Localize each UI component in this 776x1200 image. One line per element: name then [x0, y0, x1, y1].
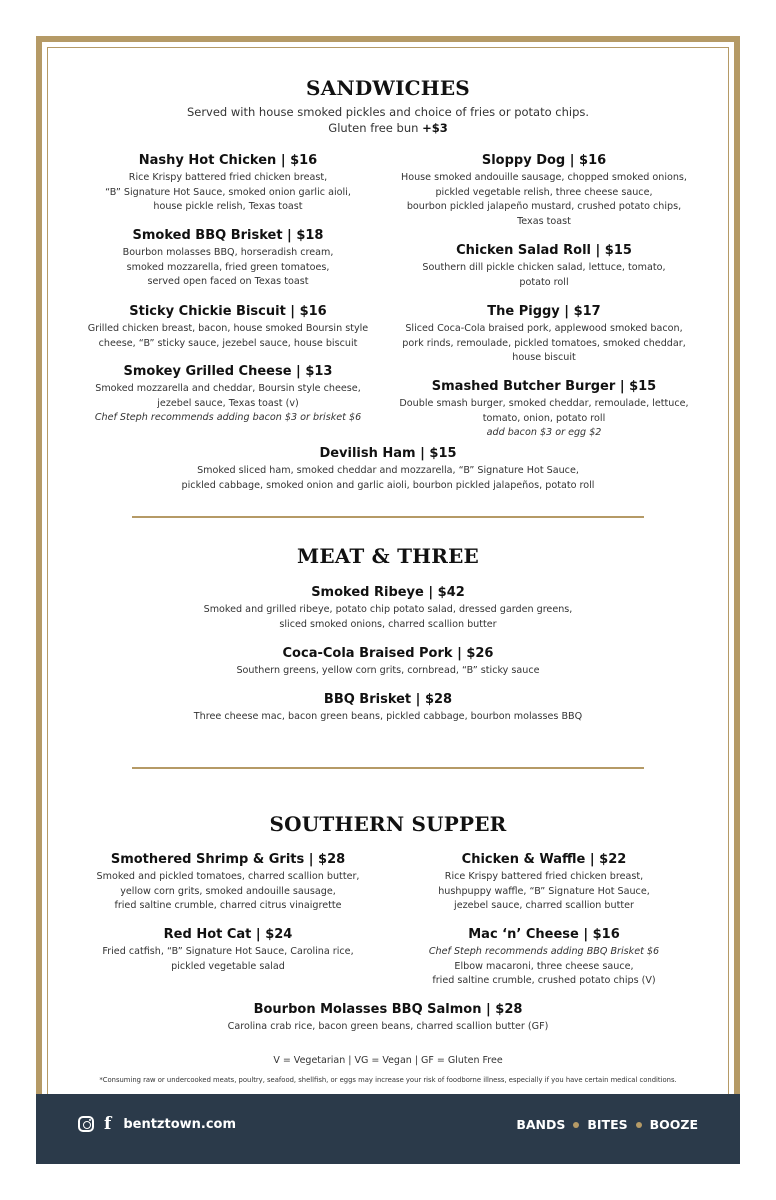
menu-item-nashy-hot-chicken: [72, 152, 384, 215]
sandwiches-subtitle-line1: Served with house smoked pickles and choice of fries or potato chips.: [186, 105, 590, 119]
food-safety-disclaimer: *Consuming raw or undercooked meats, poultry, seafood, shellfish, or eggs may increase your risk of foodborne illness, especially if you have certain medical conditions.: [99, 1076, 677, 1084]
menu-item-mac-n-cheese: [388, 926, 700, 989]
menu-item-bbq-brisket: [52, 691, 724, 725]
tagline-bites: BITES: [587, 1117, 628, 1132]
website-link[interactable]: bentztown.com: [123, 1116, 237, 1132]
menu-item-smoked-ribeye: [52, 584, 724, 632]
item-note: Chef Steph recommends adding BBQ Brisket $6: [428, 946, 660, 957]
tagline-dot: [636, 1122, 642, 1128]
item-name: Smoked BBQ Brisket | $18: [132, 228, 324, 243]
item-desc: Three cheese mac, bacon green beans, pickled cabbage, bourbon molasses BBQ: [193, 711, 583, 722]
item-name: Smothered Shrimp & Grits | $28: [110, 852, 346, 867]
section-divider: [132, 767, 644, 769]
menu-item-smashed-butcher-burger: [388, 378, 700, 441]
item-desc: Southern dill pickle chicken salad, lettuce, tomato, potato roll: [422, 262, 666, 288]
item-desc: Rice Krispy battered fried chicken breast, hushpuppy waffle, “B” Signature Hot Sauce, jezebel sauce, charred scallion butter: [438, 871, 650, 911]
southern-supper-title: SOUTHERN SUPPER: [269, 812, 507, 836]
item-name: Smashed Butcher Burger | $15: [431, 379, 657, 394]
menu-item-smokey-grilled-cheese: [72, 363, 384, 426]
item-name: Devilish Ham | $15: [319, 446, 457, 461]
menu-item-coca-cola-braised-pork: [52, 645, 724, 679]
sandwiches-subtitle: [52, 104, 724, 136]
item-name: Nashy Hot Chicken | $16: [138, 153, 318, 168]
menu-item-bourbon-molasses-bbq-salmon: [52, 1001, 724, 1035]
item-desc: Southern greens, yellow corn grits, cornbread, “B” sticky sauce: [236, 665, 540, 676]
item-note: Chef Steph recommends adding bacon $3 or brisket $6: [94, 412, 362, 423]
item-desc: Carolina crab rice, bacon green beans, charred scallion butter (GF): [227, 1021, 549, 1032]
sandwiches-subtitle-line2: Gluten free bun +$3: [328, 121, 448, 135]
item-name: Mac ‘n’ Cheese | $16: [468, 927, 620, 942]
instagram-icon[interactable]: [78, 1116, 94, 1132]
tagline-dot: [573, 1122, 579, 1128]
item-desc: Bourbon molasses BBQ, horseradish cream, smoked mozzarella, fried green tomatoes, served open faced on Texas toast: [122, 247, 334, 287]
item-name: Smokey Grilled Cheese | $13: [123, 364, 333, 379]
menu-item-chicken-waffle: [388, 851, 700, 914]
item-name: Red Hot Cat | $24: [163, 927, 293, 942]
item-desc: Double smash burger, smoked cheddar, remoulade, lettuce, tomato, onion, potato roll: [399, 398, 689, 424]
menu-item-sloppy-dog: [388, 152, 700, 229]
footer-social: [78, 1116, 236, 1132]
diet-legend: V = Vegetarian | VG = Vegan | GF = Gluten Free: [273, 1055, 503, 1066]
item-name: Chicken Salad Roll | $15: [456, 243, 632, 258]
menu-item-sticky-chickie-biscuit: [72, 303, 384, 351]
item-name: The Piggy | $17: [487, 304, 601, 319]
menu-item-devilish-ham: [52, 445, 724, 493]
footer-bar: [36, 1094, 740, 1164]
item-desc: House smoked andouille sausage, chopped smoked onions, pickled vegetable relish, three cheese sauce, bourbon pickled jalapeño mustard, crushed potato chips, Texas toast: [401, 172, 687, 227]
item-note: add bacon $3 or egg $2: [486, 427, 602, 438]
gluten-free-price: +$3: [422, 121, 448, 135]
item-name: Coca-Cola Braised Pork | $26: [282, 646, 494, 661]
item-desc: Elbow macaroni, three cheese sauce, fried saltine crumble, crushed potato chips (V): [432, 960, 656, 986]
item-name: Sticky Chickie Biscuit | $16: [129, 304, 327, 319]
section-divider: [132, 516, 644, 518]
item-name: Sloppy Dog | $16: [481, 153, 607, 168]
item-name: BBQ Brisket | $28: [323, 692, 453, 707]
item-desc: Rice Krispy battered fried chicken breast, “B” Signature Hot Sauce, smoked onion garlic aioli, house pickle relish, Texas toast: [105, 172, 351, 212]
sandwiches-title: SANDWICHES: [306, 76, 470, 100]
menu-item-red-hot-cat: [72, 926, 384, 974]
item-desc: Smoked sliced ham, smoked cheddar and mozzarella, “B” Signature Hot Sauce, pickled cabbage, smoked onion and garlic aioli, bourbon pickled jalapeños, potato roll: [181, 465, 595, 491]
tagline-bands: BANDS: [516, 1117, 566, 1132]
item-name: Smoked Ribeye | $42: [311, 585, 465, 600]
item-name: Chicken & Waffle | $22: [461, 852, 627, 867]
item-desc: Smoked mozzarella and cheddar, Boursin style cheese, jezebel sauce, Texas toast (v): [95, 383, 361, 409]
tagline-booze: BOOZE: [649, 1117, 698, 1132]
item-desc: Smoked and pickled tomatoes, charred scallion butter, yellow corn grits, smoked andouille sausage, fried saltine crumble, charred citrus vinaigrette: [96, 871, 360, 911]
item-name: Bourbon Molasses BBQ Salmon | $28: [253, 1002, 523, 1017]
item-desc: Grilled chicken breast, bacon, house smoked Boursin style cheese, “B” sticky sauce, jezebel sauce, house biscuit: [87, 323, 369, 349]
menu-item-smothered-shrimp-grits: [72, 851, 384, 914]
menu-item-the-piggy: [388, 303, 700, 366]
item-desc: Smoked and grilled ribeye, potato chip potato salad, dressed garden greens, sliced smoked onions, charred scallion butter: [203, 604, 573, 630]
meat-three-title: MEAT & THREE: [297, 544, 479, 568]
footer-tagline: [516, 1117, 698, 1132]
facebook-icon[interactable]: f: [104, 1114, 112, 1134]
menu-item-smoked-bbq-brisket: [72, 227, 384, 290]
item-desc: Sliced Coca-Cola braised pork, applewood smoked bacon, pork rinds, remoulade, pickled tomatoes, smoked cheddar, house biscuit: [402, 323, 686, 363]
item-desc: Fried catfish, “B” Signature Hot Sauce, Carolina rice, pickled vegetable salad: [102, 946, 354, 972]
menu-item-chicken-salad-roll: [388, 242, 700, 290]
